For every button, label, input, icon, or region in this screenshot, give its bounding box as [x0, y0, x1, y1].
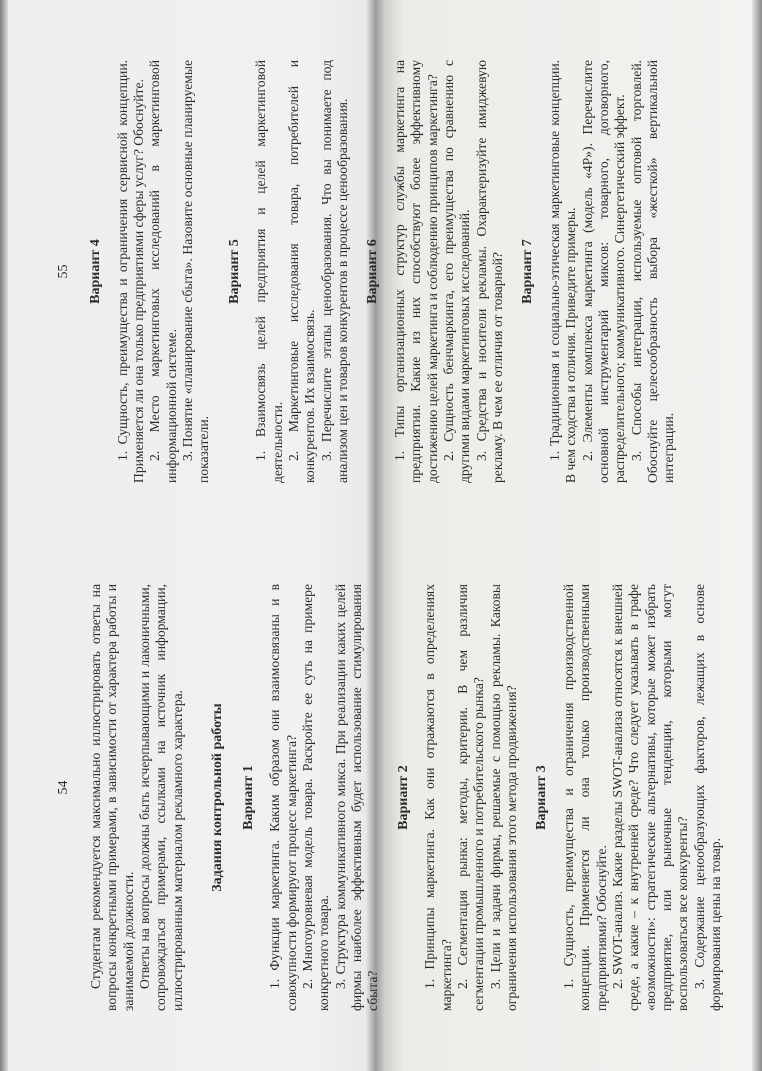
variant-title: Вариант 5: [226, 239, 242, 304]
variant-title: Вариант 3: [534, 765, 550, 830]
question-item: 2. Многоуровневая модель товара. Раскройте ее суть на примере конкретного товара.: [300, 584, 332, 1011]
question-item: 3. Способы интеграции, используемые оптовой торговлей. Обоснуйте целесообразность выбора «жесткой» вертикальной интеграции.: [628, 60, 677, 483]
question-item: 3. Содержание ценообразующих факторов, лежащих в основе формирования цены на товар.: [691, 584, 723, 1011]
question-item: 2. Элементы комплекса маркетинга (модель «4P»). Перечислите основной инструментарий миксов: товарного, договорного, распределительного; коммуникативного. Синергетический эффект.: [579, 60, 628, 483]
question-item: 1. Функции маркетинга. Каким образом они взаимосвязаны и в совокупности формируют процесс маркетинга?: [267, 584, 299, 1011]
question-item: 1. Сущность, преимущества и ограничения производственной концепции. Применяется ли она только производственными предприятиями? Обоснуйте.: [561, 584, 609, 1011]
variant-title: Вариант 2: [395, 765, 411, 830]
intro-paragraph: Студентам рекомендуется максимально иллюстрировать ответы на вопросы конкретными примерами, в зависимости от характера работы и занимаемой должности.: [88, 584, 136, 1011]
question-item: 2. Место маркетинговых исследований в маркетинговой информационной системе.: [147, 60, 179, 483]
page-54: [0, 536, 762, 1071]
variant-title: Вариант 1: [240, 765, 256, 830]
page-number: 55: [56, 264, 71, 279]
question-item: 2. Сущность бенчмаркинга, его преимущества по сравнению с другими видами маркетинговых исследований.: [441, 60, 473, 483]
question-item: 3. Структура коммуникативного микса. При реализации каких целей фирмы наиболее эффективным будет использование стимулирования сбыта?: [332, 584, 381, 1011]
section-title: Задания контрольной работы: [209, 703, 225, 892]
page-number: 54: [56, 780, 71, 795]
question-item: 2. Маркетинговые исследования товара, потребителей и конкурентов. Их взаимосвязь.: [286, 60, 318, 483]
question-item: 3. Средства и носители рекламы. Охарактеризуйте имиджевую рекламу. В чем ее отличия от товарной?: [473, 60, 506, 483]
question-item: 2. Сегментация рынка: методы, критерии. В чем различия сегментации промышленного и потребительского рынка?: [455, 584, 487, 1011]
page-55: [0, 0, 762, 535]
question-item: 1. Типы организационных структур службы маркетинга на предприятии. Какие из них способствуют более эффективному достижению целей маркетинга и соблюдению принципов маркетинга?: [392, 60, 440, 483]
question-item: 3. Понятие «планирование сбыта». Назовите основные планируемые показатели.: [180, 60, 212, 483]
question-item: 1. Сущность, преимущества и ограничения сервисной концепции. Применяется ли она только предприятиями сферы услуг? Обоснуйте.: [114, 60, 147, 483]
question-item: 1. Традиционная и социально-этическая маркетинговые концепции. В чем сходства и отличия. Приведите примеры.: [547, 60, 579, 483]
question-item: 1. Принципы маркетинга. Как они отражаются в определениях маркетинга?: [422, 584, 454, 1011]
question-item: 1. Взаимосвязь целей предприятия и целей маркетинговой деятельности.: [253, 60, 285, 483]
question-item: 3. Цели и задачи фирмы, решаемые с помощью рекламы. Каковы ограничения использования этого метода продвижения?: [487, 584, 520, 1011]
question-item: 3. Перечислите этапы ценообразования. Что вы понимаете под анализом цен и товаров конкурентов в процессе ценообразования.: [318, 60, 351, 483]
question-item: 2. SWOT-анализ. Какие разделы SWOT-анализа относятся к внешней среде, а какие – к внутренней среде? Что следует указывать в графе «возможности»: стратегические альтернативы, которые может избрать предприятие, или рыночные тенденции, которыми могут воспользоваться все конкуренты?: [610, 584, 691, 1011]
variant-title: Вариант 6: [365, 239, 381, 304]
intro-paragraph: Ответы на вопросы должны быть исчерпывающими и лаконичными, сопровождаться примерами, ссылками на источник информации, иллюстрированным материалом рекламного характера.: [136, 584, 185, 1011]
variant-title: Вариант 7: [520, 239, 536, 304]
variant-title: Вариант 4: [88, 239, 103, 304]
